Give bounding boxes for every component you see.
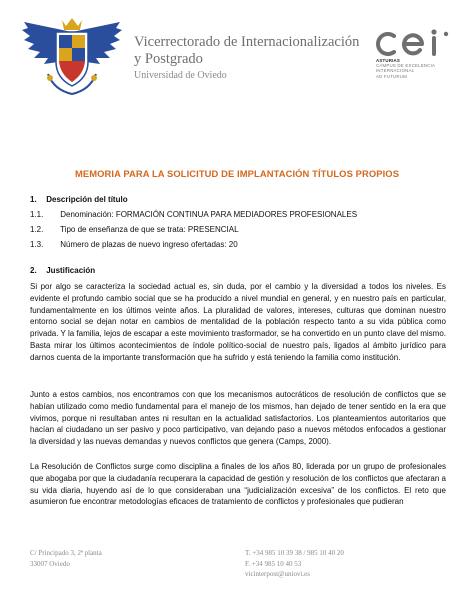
cei-campus-logo xyxy=(372,28,468,92)
vicerrectorado-title xyxy=(134,34,359,68)
vicerrectorado-line2: y Postgrado xyxy=(134,51,203,67)
section-1-heading xyxy=(30,195,128,204)
item-number: 1.1. xyxy=(30,210,44,219)
letterhead xyxy=(0,0,474,110)
university-crest-logo xyxy=(18,14,126,98)
list-item xyxy=(30,225,239,234)
section-2-number: 2. xyxy=(30,266,37,275)
footer-contact xyxy=(245,548,344,580)
item-text: Tipo de enseñanza de que se trata: PRESENCIAL xyxy=(60,225,239,234)
item-number: 1.3. xyxy=(30,240,44,249)
footer-address xyxy=(30,548,102,569)
item-number: 1.2. xyxy=(30,225,44,234)
cei-line2: CAMPUS DE EXCELENCIA xyxy=(376,63,436,69)
cei-line4: AD FUTURUM xyxy=(376,73,408,79)
university-name: Universidad de Oviedo xyxy=(134,70,227,81)
document-title: MEMORIA PARA LA SOLICITUD DE IMPLANTACIÓN TÍTULOS PROPIOS xyxy=(74,168,400,179)
cei-line3: INTERNACIONAL xyxy=(376,68,415,74)
item-text: Denominación: FORMACIÓN CONTINUA PARA MEDIADORES PROFESIONALES xyxy=(60,210,358,219)
vicerrectorado-line1: Vicerrectorado de Internacionalización xyxy=(134,34,360,50)
footer-address-line2: 33007 Oviedo xyxy=(30,559,70,568)
section-1-title: Descripción del título xyxy=(46,195,128,204)
footer-email: vicinterpost@uniovi.es xyxy=(245,570,310,578)
paragraph: La Resolución de Conflictos surge como disciplina a finales de los años 80, liderada por un grupo de profesionales que abogaba por que la ciudadanía recuperara la capacidad de gestión y resolución de los conflictos que afectaran a su vida diaria, huyendo así de lo que consideraban una “judicialización excesiva” de los conflictos. El reto que asumieron fue encontrar metodologías eficaces de tratamiento de conflictos y profesionales que pudieran xyxy=(30,462,446,507)
section-2-heading xyxy=(30,266,95,275)
section-1-number: 1. xyxy=(30,195,37,204)
paragraph: Junto a estos cambios, nos encontramos con que los mecanismos autocráticos de resolución de conflictos que se habían utilizado como medio fundamental para el manejo de los mismos, han dejado de tener sentido en la era que vivimos, porque ni resultaban antes ni resultan en la actualidad satisfactorios. Los planteamientos autoritarios que hacían al ciudadano un ser pasivo y poco participativo, van dejando paso a nuevos métodos enfocados a gestionar la diversidad y las nuevas demandas y nuevos conflictos que genera (Camps, 2000). xyxy=(30,390,446,447)
paragraph: Si por algo se caracteriza la sociedad actual es, sin duda, por el cambio y la diversidad a todos los niveles. Es evidente el profundo cambio social que se ha producido a nivel mundial en general, y en nuestro país en particular, fundamentalmente en los últimos veinte años. La pluralidad de valores, intereses, culturas que dominan nuestro entorno social se dejan notar en cambios de mentalidad de la población respecto tanto a su vida pública como privada. Y la familia, lejos de escapar a este movimiento trasformador, se ha convertido en un punto clave del mismo. Basta mirar los últimos acontecimientos de índole político-social de nuestro país, ligados al ámbito jurídico para darnos cuenta de la importante transformación que ha sufrido y está teniendo la familia como institución. xyxy=(30,282,446,362)
section-2-title: Justificación xyxy=(46,266,96,275)
list-item xyxy=(30,210,357,219)
list-item xyxy=(30,240,238,249)
footer-fax: F. +34 985 10 40 53 xyxy=(245,559,302,568)
cei-text-block xyxy=(376,58,435,79)
cei-line1: ASTURIAS xyxy=(376,58,401,63)
item-text: Número de plazas de nuevo ingreso ofertadas: 20 xyxy=(60,240,238,249)
footer-address-line1: C/ Principado 3, 2ª planta xyxy=(30,549,102,557)
cei-logo-mark-icon xyxy=(372,28,462,58)
footer-phone: T. +34 985 10 39 38 / 985 10 40 20 xyxy=(245,549,344,557)
